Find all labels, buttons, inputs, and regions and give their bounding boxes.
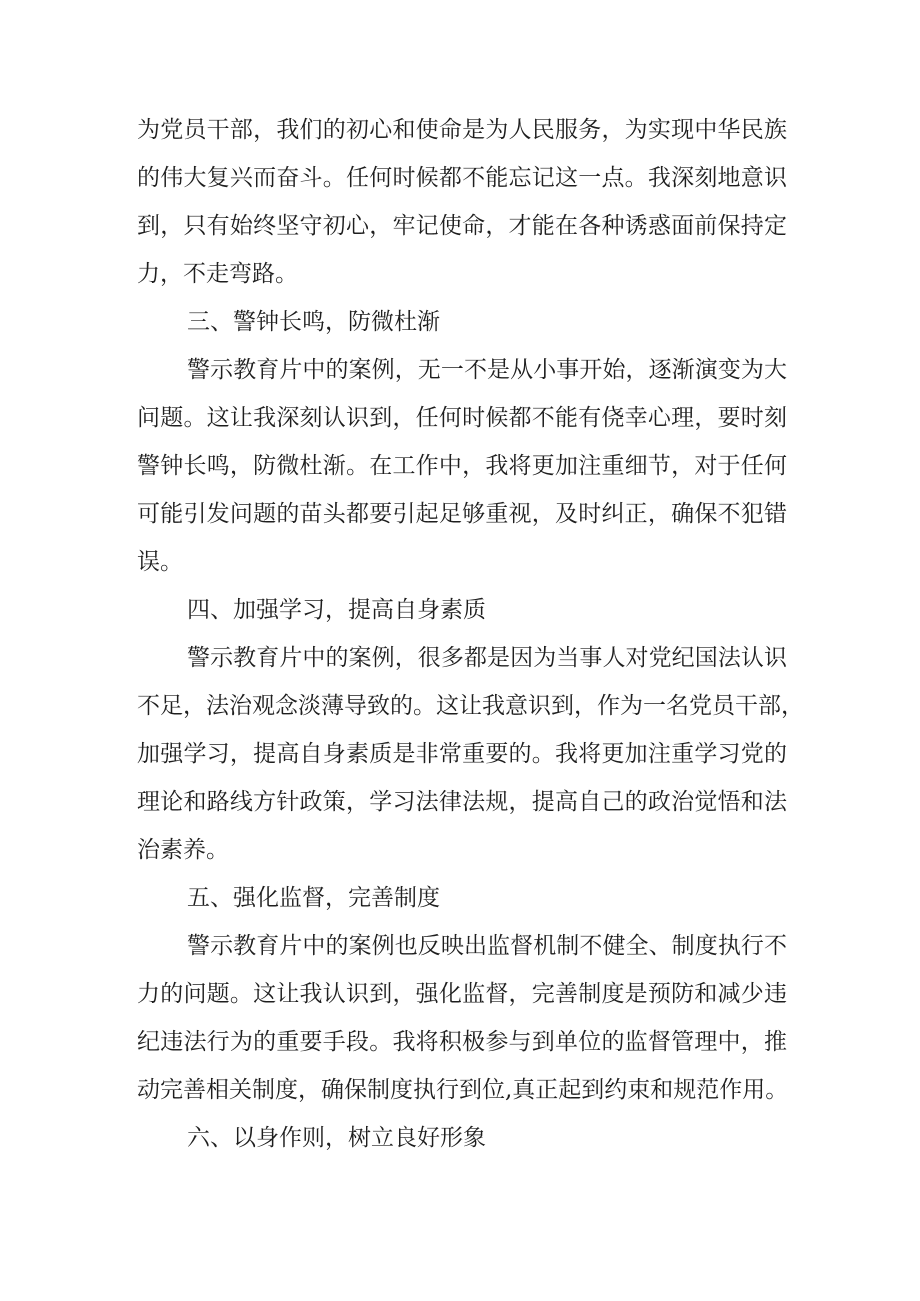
text-line: 不足，法治观念淡薄导致的。这让我意识到，作为一名党员干部， — [137, 693, 804, 719]
text-line: 警钟长鸣，防微杜渐。在工作中，我将更加注重细节，对于任何 — [137, 453, 787, 479]
section-heading-5 — [137, 874, 787, 922]
text-line: 理论和路线方针政策，学习法律法规，提高自己的政治觉悟和法 — [137, 789, 787, 815]
text-line: 动完善相关制度，确保制度执行到位,真正起到约束和规范作用。 — [137, 1077, 789, 1103]
text-line: 警示教育片中的案例，很多都是因为当事人对党纪国法认识 — [187, 645, 787, 671]
paragraph-section-5 — [137, 922, 787, 1114]
text-line: 为党员干部，我们的初心和使命是为人民服务，为实现中华民族 — [137, 117, 787, 143]
text-line: 力的问题。这让我认识到，强化监督，完善制度是预防和减少违 — [137, 981, 787, 1007]
heading-line: 五、强化监督，完善制度 — [187, 885, 440, 911]
text-line: 纪违法行为的重要手段。我将积极参与到单位的监督管理中，推 — [137, 1029, 787, 1055]
section-heading-3 — [137, 298, 787, 346]
text-line: 问题。这让我深刻认识到，任何时候都不能有侥幸心理，要时刻 — [137, 405, 787, 431]
text-line: 到，只有始终坚守初心，牢记使命，才能在各种诱惑面前保持定 — [137, 213, 787, 239]
section-heading-6 — [137, 1114, 787, 1162]
document-page — [137, 106, 804, 1162]
text-line: 误。 — [137, 549, 183, 575]
text-line: 警示教育片中的案例，无一不是从小事开始，逐渐演变为大 — [187, 357, 787, 383]
text-line: 加强学习，提高自身素质是非常重要的。我将更加注重学习党的 — [137, 741, 787, 767]
paragraph-section-4 — [137, 634, 804, 874]
heading-line: 三、警钟长鸣，防微杜渐 — [187, 309, 440, 335]
section-heading-4 — [137, 586, 787, 634]
paragraph-continuation — [137, 106, 787, 298]
text-line: 治素养。 — [137, 837, 229, 863]
text-line: 力，不走弯路。 — [137, 261, 298, 287]
text-line: 的伟大复兴而奋斗。任何时候都不能忘记这一点。我深刻地意识 — [137, 165, 787, 191]
heading-line: 六、以身作则，树立良好形象 — [187, 1125, 486, 1151]
text-line: 警示教育片中的案例也反映出监督机制不健全、制度执行不 — [187, 933, 787, 959]
paragraph-section-3 — [137, 346, 787, 586]
text-line: 可能引发问题的苗头都要引起足够重视，及时纠正，确保不犯错 — [137, 501, 787, 527]
heading-line: 四、加强学习，提高自身素质 — [187, 597, 486, 623]
